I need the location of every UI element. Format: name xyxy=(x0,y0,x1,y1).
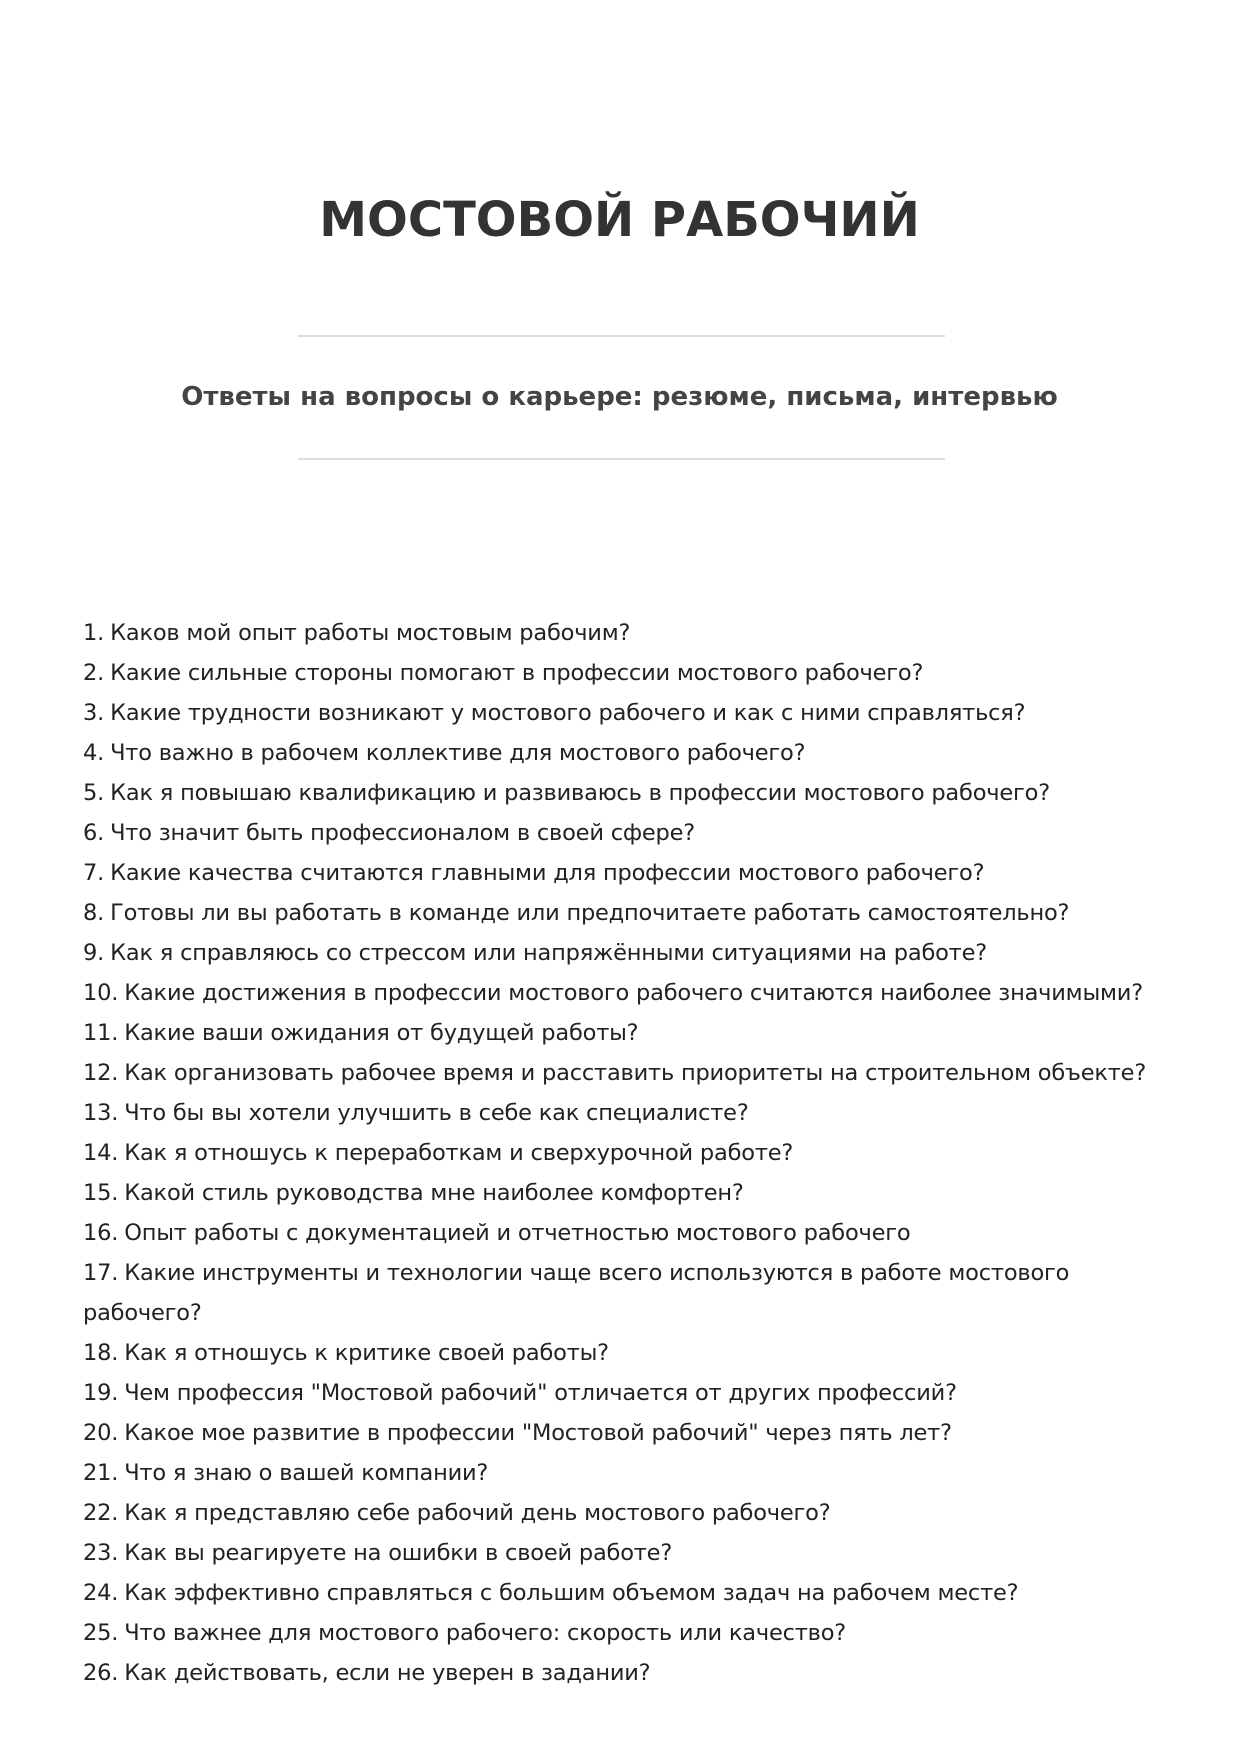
question-item xyxy=(83,853,1163,893)
question-text: Как я представляю себе рабочий день мостового рабочего? xyxy=(124,1500,831,1526)
question-text: Что важнее для мостового рабочего: скорость или качество? xyxy=(124,1620,847,1646)
question-item xyxy=(83,1253,1163,1333)
question-item xyxy=(83,1093,1163,1133)
question-text: Как организовать рабочее время и расставить приоритеты на строительном объекте? xyxy=(124,1060,1147,1086)
question-number: 4. xyxy=(83,740,105,766)
question-text: Какое мое развитие в профессии "Мостовой рабочий" через пять лет? xyxy=(124,1420,952,1446)
question-text: Каков мой опыт работы мостовым рабочим? xyxy=(110,620,631,646)
question-number: 7. xyxy=(83,860,105,886)
question-item xyxy=(83,613,1163,653)
question-item xyxy=(83,1613,1163,1653)
question-text: Как эффективно справляться с большим объемом задач на рабочем месте? xyxy=(124,1580,1019,1606)
question-item xyxy=(83,1453,1163,1493)
question-text: Как я отношусь к критике своей работы? xyxy=(124,1340,609,1366)
question-text: Как действовать, если не уверен в задании? xyxy=(124,1660,651,1686)
question-number: 26. xyxy=(83,1660,119,1686)
question-number: 6. xyxy=(83,820,105,846)
question-number: 10. xyxy=(83,980,119,1006)
question-text: Как я справляюсь со стрессом или напряжёнными ситуациями на работе? xyxy=(110,940,987,966)
question-text: Чем профессия "Мостовой рабочий" отличается от других профессий? xyxy=(124,1380,957,1406)
question-number: 15. xyxy=(83,1180,119,1206)
question-item xyxy=(83,1493,1163,1533)
question-text: Какие сильные стороны помогают в профессии мостового рабочего? xyxy=(110,660,924,686)
question-item xyxy=(83,973,1163,1013)
question-item xyxy=(83,1373,1163,1413)
question-list xyxy=(83,613,1163,1693)
question-item xyxy=(83,653,1163,693)
question-number: 2. xyxy=(83,660,105,686)
question-text: Какие инструменты и технологии чаще всего используются в работе мостового рабочего? xyxy=(83,1260,1070,1326)
question-text: Какой стиль руководства мне наиболее комфортен? xyxy=(124,1180,744,1206)
question-text: Что я знаю о вашей компании? xyxy=(124,1460,489,1486)
question-text: Какие ваши ожидания от будущей работы? xyxy=(124,1020,639,1046)
question-item xyxy=(83,1573,1163,1613)
question-item xyxy=(83,693,1163,733)
question-number: 25. xyxy=(83,1620,119,1646)
question-item xyxy=(83,1413,1163,1453)
question-item xyxy=(83,1013,1163,1053)
page-title: МОСТОВОЙ РАБОЧИЙ xyxy=(319,192,920,248)
question-number: 20. xyxy=(83,1420,119,1446)
question-item xyxy=(83,1053,1163,1093)
divider-bottom xyxy=(298,458,945,460)
question-number: 19. xyxy=(83,1380,119,1406)
question-text: Готовы ли вы работать в команде или предпочитаете работать самостоятельно? xyxy=(110,900,1070,926)
page-subtitle: Ответы на вопросы о карьере: резюме, письма, интервью xyxy=(181,382,1058,412)
question-number: 3. xyxy=(83,700,105,726)
question-number: 23. xyxy=(83,1540,119,1566)
question-number: 14. xyxy=(83,1140,119,1166)
question-text: Как вы реагируете на ошибки в своей работе? xyxy=(124,1540,673,1566)
question-number: 21. xyxy=(83,1460,119,1486)
question-number: 8. xyxy=(83,900,105,926)
question-text: Как я повышаю квалификацию и развиваюсь в профессии мостового рабочего? xyxy=(110,780,1050,806)
question-text: Какие трудности возникают у мостового рабочего и как с ними справляться? xyxy=(110,700,1026,726)
question-number: 16. xyxy=(83,1220,119,1246)
divider-top xyxy=(298,335,945,337)
question-text: Опыт работы с документацией и отчетностью мостового рабочего xyxy=(124,1220,911,1246)
question-number: 11. xyxy=(83,1020,119,1046)
question-item xyxy=(83,933,1163,973)
question-item xyxy=(83,733,1163,773)
question-item xyxy=(83,813,1163,853)
question-item xyxy=(83,1173,1163,1213)
question-number: 18. xyxy=(83,1340,119,1366)
question-item xyxy=(83,893,1163,933)
question-number: 22. xyxy=(83,1500,119,1526)
question-item xyxy=(83,1533,1163,1573)
question-number: 5. xyxy=(83,780,105,806)
question-item xyxy=(83,1653,1163,1693)
question-text: Какие достижения в профессии мостового рабочего считаются наиболее значимыми? xyxy=(124,980,1143,1006)
question-number: 1. xyxy=(83,620,105,646)
question-item xyxy=(83,1133,1163,1173)
question-item xyxy=(83,1333,1163,1373)
question-item xyxy=(83,773,1163,813)
question-number: 17. xyxy=(83,1260,119,1286)
question-number: 13. xyxy=(83,1100,119,1126)
question-text: Что бы вы хотели улучшить в себе как специалисте? xyxy=(124,1100,749,1126)
question-text: Что значит быть профессионалом в своей сфере? xyxy=(110,820,696,846)
question-text: Как я отношусь к переработкам и сверхурочной работе? xyxy=(124,1140,794,1166)
question-text: Какие качества считаются главными для профессии мостового рабочего? xyxy=(110,860,985,886)
question-number: 12. xyxy=(83,1060,119,1086)
question-text: Что важно в рабочем коллективе для мостового рабочего? xyxy=(110,740,806,766)
question-number: 9. xyxy=(83,940,105,966)
question-number: 24. xyxy=(83,1580,119,1606)
question-item xyxy=(83,1213,1163,1253)
